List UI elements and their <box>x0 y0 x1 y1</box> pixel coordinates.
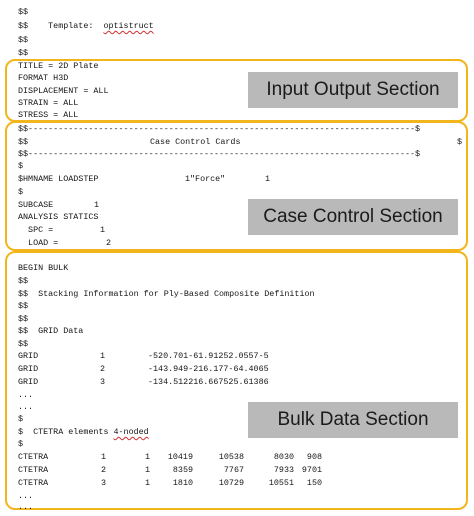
template-name: optistruct <box>103 21 154 31</box>
ctetra-comment-prefix: $ CTETRA elements <box>18 427 114 437</box>
ctetra-row-c4: 10538 <box>218 452 244 462</box>
bulk-begin-line: BEGIN BULK <box>18 263 69 273</box>
io-strain-line: STRAIN = ALL <box>18 98 79 108</box>
ctetra-row-c2: 1 <box>144 465 150 475</box>
case-dollar-line-2: $ <box>18 187 24 197</box>
bulk-dollar-line-2: $ <box>18 439 24 449</box>
io-title-line: TITLE = 2D Plate <box>18 61 99 71</box>
case-hmname-force: 1"Force" <box>185 174 226 184</box>
case-hmname-line: $HMNAME LOADSTEP <box>18 174 99 184</box>
case-hmname-id: 1 <box>265 174 271 184</box>
grid-row-id: 3 <box>100 377 106 387</box>
ctetra-row-name: CTETRA <box>18 478 49 488</box>
header-line-3: $$ <box>18 35 29 45</box>
ctetra-row-c5: 7933 <box>273 465 294 475</box>
io-stress-line: STRESS = ALL <box>18 110 79 120</box>
case-load-line: LOAD = <box>18 238 59 248</box>
bulk-ellipsis-1: ... <box>18 390 34 400</box>
bulk-line-4: $$ <box>18 301 29 311</box>
grid-row-coords: -134.512216.667525.61386 <box>148 377 269 387</box>
header-template-line <box>18 20 154 32</box>
bulk-ctetra-comment-line <box>18 426 149 438</box>
ctetra-row-c3: 8359 <box>172 465 193 475</box>
bulk-line-7: $$ <box>18 339 29 349</box>
ctetra-row-c3: 10419 <box>167 452 193 462</box>
ctetra-row-name: CTETRA <box>18 465 49 475</box>
ctetra-row-c4: 10729 <box>218 478 244 488</box>
bulk-grid-data-line: $$ GRID Data <box>18 326 84 336</box>
case-dollar-line: $ <box>18 161 24 171</box>
case-cc-right: $ <box>456 137 462 147</box>
case-spc-value: 1 <box>100 225 106 235</box>
ctetra-row-c2: 1 <box>144 478 150 488</box>
ctetra-row-c1: 2 <box>100 465 106 475</box>
ctetra-comment-word: 4-noded <box>113 427 149 437</box>
bulk-ellipsis-2: ... <box>18 402 34 412</box>
case-control-section-label: Case Control Section <box>248 199 458 235</box>
io-displacement-line: DISPLACEMENT = ALL <box>18 86 109 96</box>
input-output-section-label: Input Output Section <box>248 72 458 108</box>
ctetra-row-c2: 1 <box>144 452 150 462</box>
grid-row-id: 2 <box>100 364 106 374</box>
case-analysis-line: ANALYSIS STATICS <box>18 212 99 222</box>
bulk-ellipsis-3: ... <box>18 491 34 501</box>
bulk-dollar-line: $ <box>18 414 24 424</box>
grid-row-name: GRID <box>18 364 39 374</box>
ctetra-row-c6: 150 <box>306 478 322 488</box>
case-subcase-line: SUBCASE <box>18 200 54 210</box>
case-subcase-value: 1 <box>94 200 100 210</box>
case-dash-line-2: $$-----------------------------------------------------------------------------$ <box>18 149 421 159</box>
template-prefix: $$ Template: <box>18 21 104 31</box>
case-load-value: 2 <box>106 238 112 248</box>
ctetra-row-c1: 3 <box>100 478 106 488</box>
ctetra-row-name: CTETRA <box>18 452 49 462</box>
bulk-ellipsis-4: ... <box>18 502 34 512</box>
grid-row-coords: -143.949-216.177-64.4065 <box>148 364 269 374</box>
ctetra-row-c3: 1810 <box>172 478 193 488</box>
ctetra-row-c5: 8030 <box>273 452 294 462</box>
ctetra-row-c1: 1 <box>100 452 106 462</box>
io-format-line: FORMAT H3D <box>18 73 69 83</box>
case-cc-left: $$ <box>18 137 29 147</box>
header-line-4: $$ <box>18 48 29 58</box>
bulk-line-2: $$ <box>18 276 29 286</box>
case-dash-line-1: $$-----------------------------------------------------------------------------$ <box>18 124 421 134</box>
ctetra-row-c6: 9701 <box>301 465 322 475</box>
bulk-data-section-label: Bulk Data Section <box>248 402 458 438</box>
ctetra-row-c5: 10551 <box>268 478 294 488</box>
grid-row-name: GRID <box>18 377 39 387</box>
case-spc-line: SPC = <box>18 225 54 235</box>
grid-row-name: GRID <box>18 351 39 361</box>
bulk-stacking-line: $$ Stacking Information for Ply-Based Composite Definition <box>18 289 315 299</box>
bulk-line-5: $$ <box>18 314 29 324</box>
grid-row-coords: -520.701-61.91252.0557-5 <box>148 351 269 361</box>
grid-row-id: 1 <box>100 351 106 361</box>
header-line-1: $$ <box>18 7 29 17</box>
ctetra-row-c4: 7767 <box>223 465 244 475</box>
ctetra-row-c6: 908 <box>306 452 322 462</box>
case-cc-title: Case Control Cards <box>150 137 241 147</box>
